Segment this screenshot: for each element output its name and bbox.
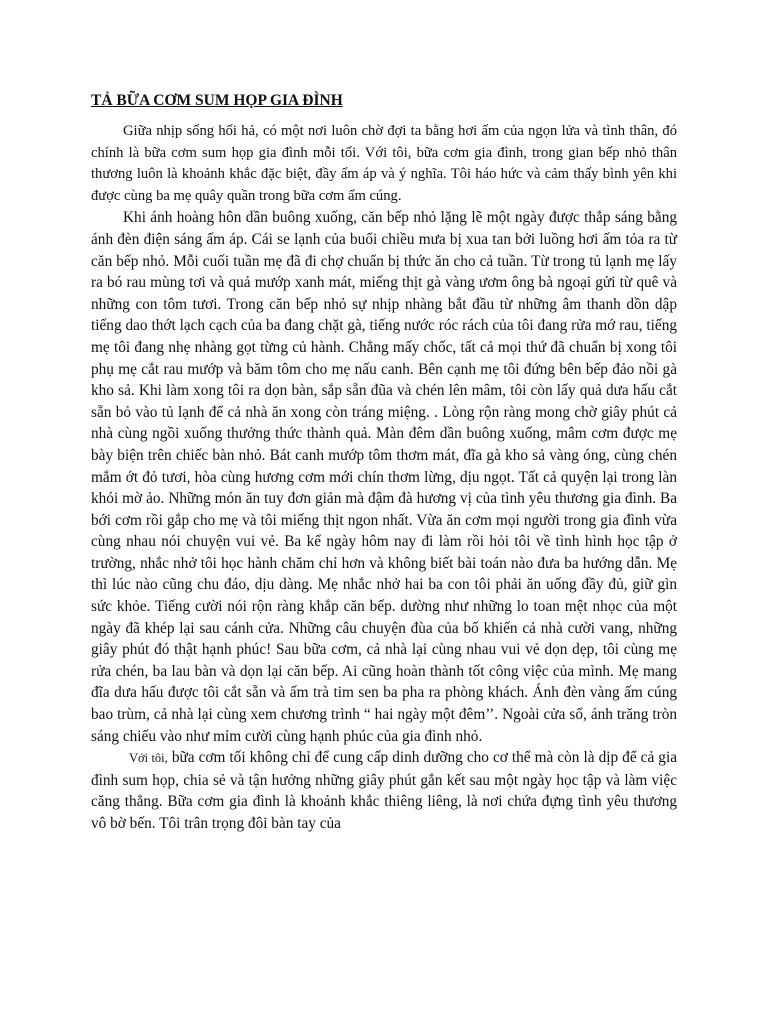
paragraph-body: Khi ánh hoàng hôn dần buông xuống, căn bếp nhỏ lặng lẽ một ngày được thắp sáng bằng ánh đèn điện sáng ấm áp. Cái se lạnh của buổi chiều mưa bị xua tan bởi luồng hơi ấm tỏa ra từ căn bếp nhỏ. Mỗi cuối tuần mẹ đã đi chợ chuẩn bị thức ăn cho cả tuần. Từ trong tủ lạnh mẹ lấy ra bó rau mùng tơi và quả mướp xanh mát, miếng thịt gà vàng ươm ông bà ngoại gửi từ quê và những con tôm tươi. Trong căn bếp nhỏ sự nhịp nhàng bắt đầu từ những âm thanh dồn dập tiếng dao thớt lạch cạch của ba đang chặt gà, tiếng nước róc rách của tôi đang rửa mớ rau, tiếng mẹ tôi đang nhẹ nhàng gọt từng củ hành. Chẳng mấy chốc, tất cả mọi thứ đã chuẩn bị xong tôi phụ mẹ cắt rau mướp và băm tôm cho mẹ nấu canh. Bên cạnh mẹ tôi đứng bên bếp đảo nồi gà kho sả. Khi làm xong tôi ra dọn bàn, sắp sẵn đũa và chén lên mâm, tôi còn lấy quả dưa hấu cắt sẵn bỏ vào tủ lạnh để cả nhà ăn xong còn tráng miệng. . Lòng rộn ràng mong chờ giây phút cả nhà cùng ngồi xuống thưởng thức thành quả. Màn đêm dần buông xuống, mâm cơm được mẹ bày biện trên chiếc bàn nhỏ. Bát canh mướp tôm thơm mát, đĩa gà kho sả vàng óng, cùng chén mắm ớt đỏ tươi, hòa cùng hương cơm mới chín thơm lừng, dịu ngọt. Tất cả quyện lại trong làn khói mờ ảo. Những món ăn tuy đơn giản mà đậm đà hương vị của tình yêu thương gia đình. Ba bới cơm rồi gắp cho mẹ và tôi miếng thịt ngon nhất. Vừa ăn cơm mọi người trong gia đình vừa cùng nhau nói chuyện vui vẻ. Ba kể ngày hôm nay đi làm rồi hỏi tôi về tình hình học tập ở trường, nhắc nhở tôi học hành chăm chỉ hơn và không biết bài toán nào đưa ba hướng dẫn. Mẹ thì lúc nào cũng chu đáo, dịu dàng. Mẹ nhắc nhở hai ba con tôi phải ăn uống đầy đủ, giữ gìn sức khỏe. Tiếng cười nói rộn ràng khắp căn bếp. dường như những lo toan mệt nhọc của một ngày đã khép lại sau cánh cửa. Những câu chuyện đùa của bố khiến cả nhà cười vang, những giây phút đó thật hạnh phúc! Sau bữa cơm, cả nhà lại cùng nhau vui vẻ dọn dẹp, tôi cùng mẹ rửa chén, ba lau bàn và dọn lại căn bếp. Ai cũng hoàn thành tốt công việc của mình. Mẹ mang đĩa dưa hấu được tôi cắt sẵn và ấm trà tim sen ba pha ra phòng khách. Ánh đèn vàng ấm cúng bao trùm, cả nhà lại cùng xem chương trình “ hai ngày một đêm’’. Ngoài cửa sổ, ánh trăng tròn sáng chiếu vào như mỉm cười cùng hạnh phúc của gia đình nhỏ. <box>91 209 677 745</box>
paragraph-intro: Giữa nhịp sống hối hả, có một nơi luôn chờ đợi ta bằng hơi ấm của ngọn lửa và tình thân, đó chính là bữa cơm sum họp gia đình mỗi tối. Với tôi, bữa cơm gia đình, trong gian bếp nhỏ thân thương luôn là khoảnh khắc đặc biệt, đầy ấm áp và ý nghĩa. Tôi háo hức và cảm thấy bình yên khi được cùng ba mẹ quây quần trong bữa cơm ấm cúng. <box>91 123 677 204</box>
closing-text: bữa cơm tối không chỉ để cung cấp dinh dưỡng cho cơ thể mà còn là dịp để cả gia đình sum họp, chia sẻ và tận hưởng những giây phút gắn kết sau một ngày học tập và làm việc căng thẳng. Bữa cơm gia đình là khoảnh khắc thiêng liêng, là nơi chứa đựng tình yêu thương vô bờ bến. Tôi trân trọng đôi bàn tay của <box>91 749 677 832</box>
document-title: TẢ BỮA CƠM SUM HỌP GIA ĐÌNH <box>91 92 343 109</box>
paragraph-closing <box>91 747 677 834</box>
closing-lead-text: Với tôi, <box>129 751 168 766</box>
document-page <box>91 90 677 835</box>
